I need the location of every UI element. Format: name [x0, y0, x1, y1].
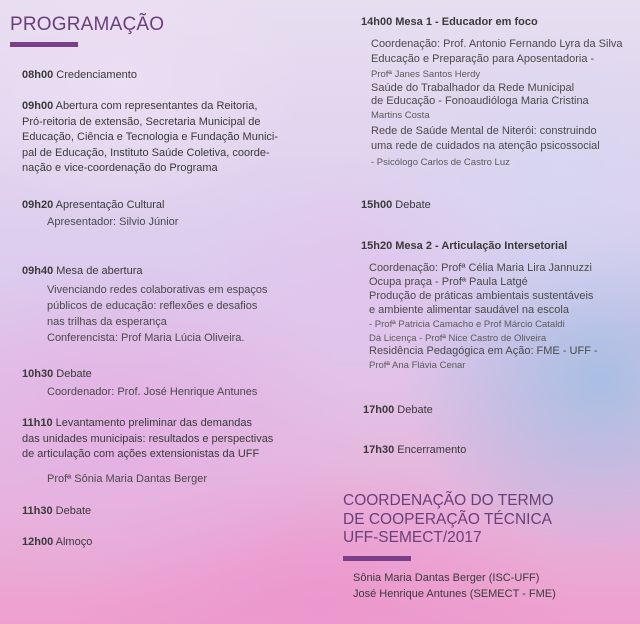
- agenda-time: 08h00: [22, 69, 54, 81]
- agenda-label: Mesa 1 - Educador em foco: [395, 16, 538, 28]
- agenda-time: 15h20: [361, 240, 393, 252]
- agenda-sub: Apresentador: Silvio Júnior: [47, 216, 179, 228]
- coordinator-name: José Henrique Antunes (SEMECT - FME): [353, 588, 556, 600]
- agenda-label: Mesa de abertura: [56, 265, 143, 277]
- agenda-time: 11h10: [22, 417, 53, 429]
- agenda-item: [22, 68, 137, 84]
- agenda-time: 12h00: [22, 536, 54, 548]
- agenda-line: Martins Costa: [371, 110, 430, 121]
- agenda-line: Ocupa praça - Profª Paula Latgé: [369, 276, 528, 288]
- agenda-line: Profª Ana Flávia Cenar: [369, 360, 466, 371]
- agenda-line: - Profª Patricia Camacho e Prof Márcio Cataldi: [369, 319, 565, 330]
- coordination-underline: [343, 556, 411, 561]
- agenda-line: Dá Licença - Profª Nice Castro de Oliveira: [369, 333, 547, 344]
- agenda-line: Residência Pedagógica em Ação: FME - UFF -: [369, 345, 598, 357]
- coordination-title: COORDENAÇÃO DO TERMO DE COOPERAÇÃO TÉCNICA UFF-SEMECT/2017: [343, 492, 554, 546]
- agenda-time: 09h40: [22, 265, 54, 277]
- agenda-label: Encerramento: [397, 444, 467, 456]
- agenda-label: Apresentação Cultural: [55, 199, 165, 211]
- agenda-time: 09h00: [22, 100, 54, 112]
- agenda-label: Abertura com representantes da Reitoria, Pró-reitoria de extensão, Secretaria Municipal de Educação, Ciência e Tecnologia e Fundação Munici- pal de Educação, Instituto Saúde Coletiva, coorde- nação e vice-coordenação do Programa: [22, 100, 279, 174]
- agenda-item: [22, 367, 92, 383]
- agenda-line: Rede de Saúde Mental de Niterói: construindo: [371, 125, 597, 137]
- program-title: PROGRAMAÇÃO: [10, 14, 165, 35]
- agenda-label: Debate: [395, 199, 431, 211]
- agenda-time: 17h30: [363, 444, 395, 456]
- agenda-sub: Coordenador: Prof. José Henrique Antunes: [47, 386, 258, 398]
- agenda-line: Produção de práticas ambientais sustentáveis: [369, 290, 594, 302]
- agenda-item: [22, 535, 92, 551]
- agenda-line: e ambiente alimentar saudável na escola: [369, 304, 569, 316]
- agenda-sub: Vivenciando redes colaborativas em espaços públicos de educação: reflexões e desafios nas trilhas da esperança Conferencista: Prof Maria Lúcia Oliveira.: [47, 284, 268, 344]
- agenda-line: - Psicólogo Carlos de Castro Luz: [371, 157, 510, 168]
- agenda-line: Profª Janes Santos Herdy: [371, 69, 481, 80]
- agenda-item: [361, 15, 538, 31]
- agenda-time: 17h00: [363, 404, 395, 416]
- agenda-time: 11h30: [22, 505, 53, 517]
- agenda-time: 09h20: [22, 199, 54, 211]
- agenda-label: Mesa 2 - Articulação Intersetorial: [395, 240, 568, 252]
- agenda-item: [22, 264, 142, 280]
- agenda-label: Levantamento preliminar das demandas das unidades municipais: resultados e perspectivas de articulação com ações extensionistas da UFF: [22, 417, 274, 460]
- agenda-time: 10h30: [22, 368, 54, 380]
- agenda-item: [363, 403, 433, 419]
- agenda-time: 15h00: [361, 199, 393, 211]
- agenda-item: [22, 198, 165, 214]
- agenda-label: Almoço: [55, 536, 93, 548]
- coordinator-name: Sônia Maria Dantas Berger (ISC-UFF): [353, 572, 540, 584]
- agenda-item: [22, 504, 91, 520]
- agenda-line: Saúde do Trabalhador da Rede Municipal: [371, 82, 575, 94]
- agenda-item: [361, 239, 567, 255]
- agenda-line: Educação e Preparação para Aposentadoria -: [371, 53, 595, 65]
- agenda-time: 14h00: [361, 16, 393, 28]
- agenda-label: Debate: [397, 404, 433, 416]
- agenda-item: [363, 443, 466, 459]
- agenda-line: Coordenação: Prof. Antonio Fernando Lyra da Silva: [371, 38, 623, 50]
- agenda-item: [22, 99, 278, 177]
- agenda-line: Coordenação: Profª Célia Maria Lira Jannuzzi: [369, 262, 592, 274]
- agenda-line: de Educação - Fonoaudióloga Maria Cristina: [371, 95, 589, 107]
- agenda-item: [361, 198, 431, 214]
- title-underline: [10, 42, 78, 47]
- agenda-item: [22, 416, 273, 463]
- agenda-label: Debate: [56, 368, 92, 380]
- agenda-label: Credenciamento: [56, 69, 137, 81]
- agenda-label: Debate: [55, 505, 92, 517]
- agenda-sub: Profª Sônia Maria Dantas Berger: [47, 473, 207, 485]
- agenda-line: uma rede de cuidados na atenção psicossocial: [371, 140, 600, 152]
